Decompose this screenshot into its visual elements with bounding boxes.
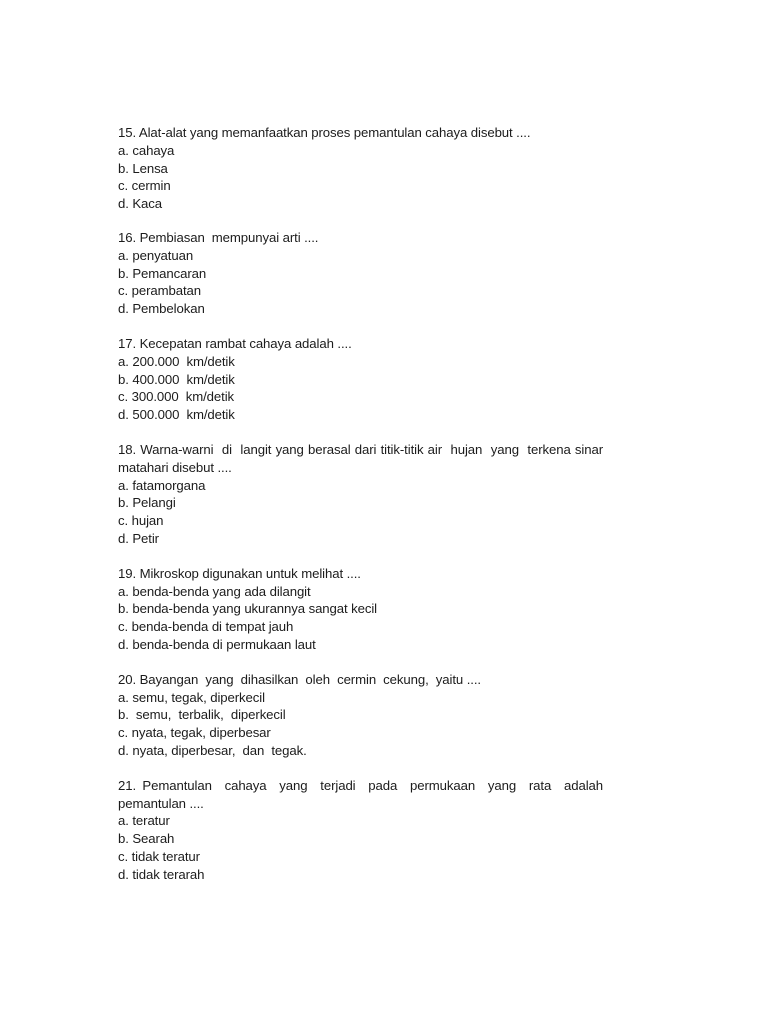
option-list [118, 583, 618, 654]
option-d: d. benda-benda di permukaan laut [118, 636, 316, 652]
option-b: b. semu, terbalik, diperkecil [118, 707, 286, 723]
option-list [118, 247, 618, 318]
question-16 [118, 229, 618, 318]
option-list [118, 353, 618, 424]
option-d: d. Kaca [118, 196, 163, 212]
option-b: b. benda-benda yang ukurannya sangat kecil [118, 601, 378, 617]
question-20 [118, 671, 618, 760]
option-list [118, 812, 618, 883]
option-a: a. penyatuan [118, 247, 194, 263]
option-c: c. benda-benda di tempat jauh [118, 619, 294, 635]
option-a: a. semu, tegak, diperkecil [118, 689, 265, 705]
question-text: 17. Kecepatan rambat cahaya adalah .... [118, 335, 352, 351]
option-a: a. teratur [118, 813, 170, 829]
question-21 [118, 777, 618, 884]
question-15 [118, 124, 618, 213]
option-list [118, 689, 618, 760]
question-text: 19. Mikroskop digunakan untuk melihat .... [118, 565, 361, 581]
option-c: c. hujan [118, 513, 164, 529]
question-text: 20. Bayangan yang dihasilkan oleh cermin cekung, yaitu .... [118, 671, 481, 687]
option-d: d. Petir [118, 530, 159, 546]
option-list [118, 142, 618, 213]
option-a: a. benda-benda yang ada dilangit [118, 583, 311, 599]
question-text: 18. Warna-warni di langit yang berasal dari titik-titik air hujan yang terkena sinar matahari disebut .... [118, 441, 607, 475]
question-list [118, 124, 618, 900]
question-19 [118, 565, 618, 654]
option-c: c. nyata, tegak, diperbesar [118, 725, 271, 741]
option-list [118, 477, 618, 548]
question-text: 16. Pembiasan mempunyai arti .... [118, 229, 319, 245]
option-b: b. 400.000 km/detik [118, 371, 235, 387]
option-d: d. tidak terarah [118, 866, 205, 882]
question-18 [118, 441, 618, 548]
question-text: 15. Alat-alat yang memanfaatkan proses pemantulan cahaya disebut .... [118, 125, 531, 140]
option-c: c. tidak teratur [118, 848, 200, 864]
option-b: b. Searah [118, 831, 175, 847]
option-d: d. nyata, diperbesar, dan tegak. [118, 742, 307, 758]
option-b: b. Lensa [118, 160, 168, 176]
option-a: a. fatamorgana [118, 477, 206, 493]
option-a: a. cahaya [118, 142, 175, 158]
option-c: c. 300.000 km/detik [118, 389, 235, 405]
option-c: c. perambatan [118, 283, 202, 299]
question-text: 21. Pemantulan cahaya yang terjadi pada permukaan yang rata adalah pemantulan .... [118, 777, 607, 811]
option-d: d. 500.000 km/detik [118, 407, 235, 423]
option-b: b. Pemancaran [118, 265, 207, 281]
option-c: c. cermin [118, 178, 171, 194]
option-a: a. 200.000 km/detik [118, 353, 235, 369]
question-17 [118, 335, 618, 424]
option-d: d. Pembelokan [118, 301, 205, 317]
option-b: b. Pelangi [118, 495, 176, 511]
